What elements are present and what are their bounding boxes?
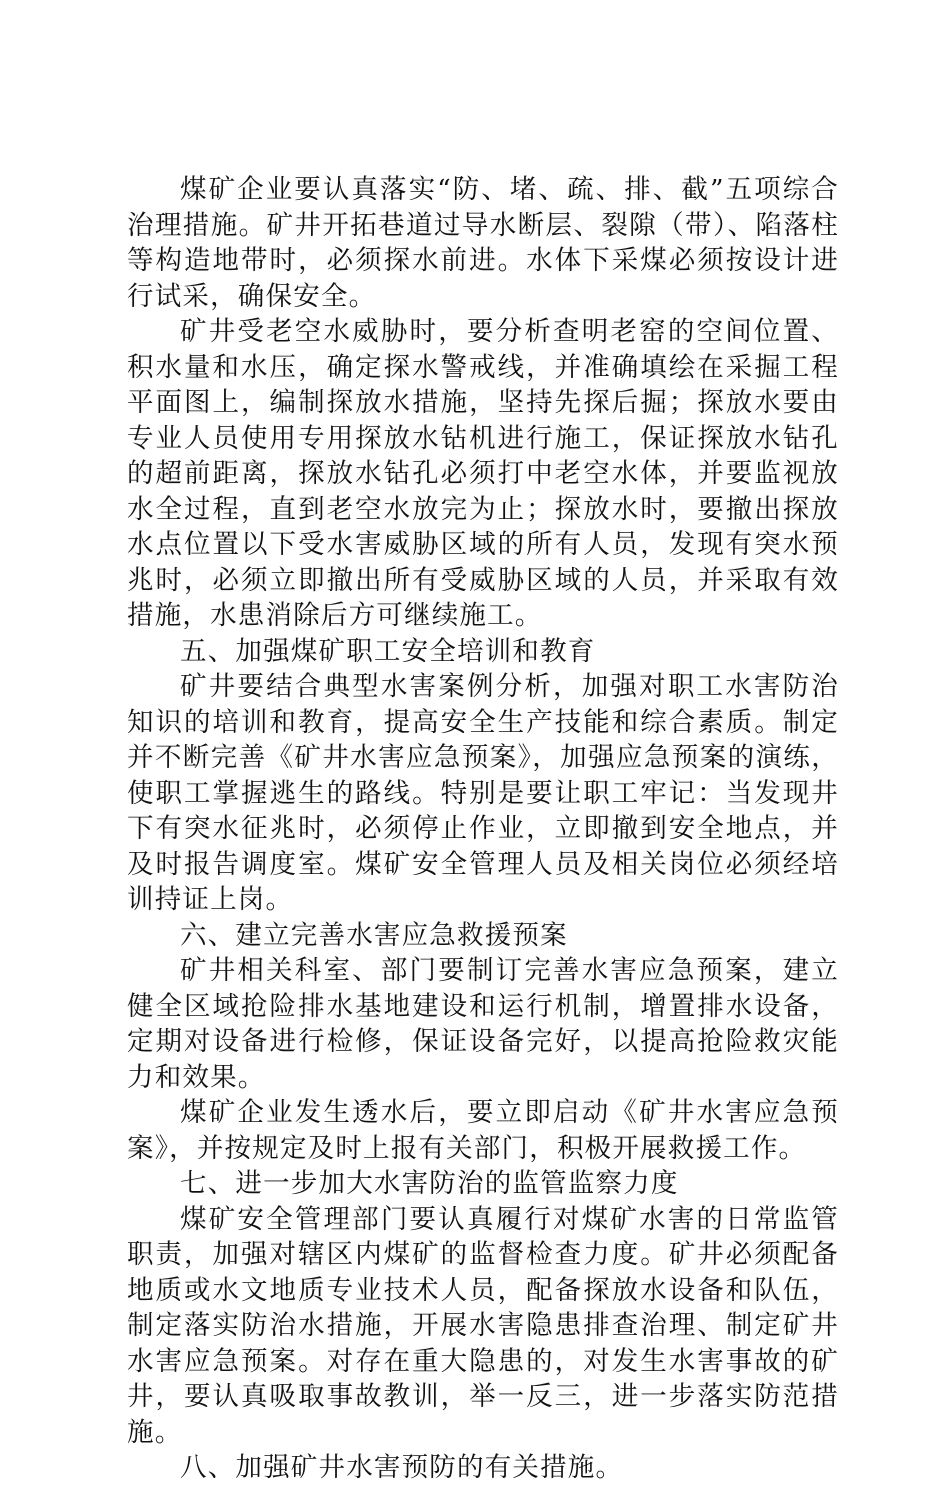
- document-body: [127, 172, 839, 1486]
- paragraph-old-goaf-water: 矿井受老空水威胁时，要分析查明老窑的空间位置、积水量和水压，确定探水警戒线，并准确填绘在采掘工程平面图上，编制探放水措施，坚持先探后掘；探放水要由专业人员使用专用探放水钻机进行施工，保证探放水钻孔的超前距离，探放水钻孔必须打中老空水体，并要监视放水全过程，直到老空水放完为止；探放水时，要撤出探放水点位置以下受水害威胁区域的所有人员，发现有突水预兆时，必须立即撤出所有受威胁区域的人员，并采取有效措施，水患消除后方可继续施工。: [127, 316, 839, 631]
- paragraph-supervision: 煤矿安全管理部门要认真履行对煤矿水害的日常监管职责，加强对辖区内煤矿的监督检查力度。矿井必须配备地质或水文地质专业技术人员，配备探放水设备和队伍，制定落实防治水措施，开展水害隐患排查治理、制定矿井水害应急预案。对存在重大隐患的，对发生水害事故的矿井，要认真吸取事故教训，举一反三，进一步落实防范措施。: [127, 1203, 839, 1448]
- section-heading-eight: 八、加强矿井水害预防的有关措施。: [180, 1452, 624, 1483]
- paragraph-comprehensive-measures: 煤矿企业要认真落实“防、堵、疏、排、截”五项综合治理措施。矿井开拓巷道过导水断层、裂隙（带）、陷落柱等构造地带时，必须探水前进。水体下采煤必须按设计进行试采，确保安全。: [127, 174, 839, 312]
- paragraph-emergency-plan: 矿井相关科室、部门要制订完善水害应急预案，建立健全区域抢险排水基地建设和运行机制，增置排水设备，定期对设备进行检修，保证设备完好，以提高抢险救灾能力和效果。: [127, 955, 839, 1093]
- paragraph-after-water-inrush: 煤矿企业发生透水后，要立即启动《矿井水害应急预案》，并按规定及时上报有关部门，积极开展救援工作。: [127, 1097, 839, 1164]
- section-heading-five: 五、加强煤矿职工安全培训和教育: [180, 635, 596, 667]
- section-heading-seven: 七、进一步加大水害防治的监管监察力度: [180, 1168, 679, 1199]
- section-heading-six: 六、建立完善水害应急救援预案: [180, 919, 568, 951]
- paragraph-training: 矿井要结合典型水害案例分析，加强对职工水害防治知识的培训和教育，提高安全生产技能和综合素质。制定并不断完善《矿井水害应急预案》，加强应急预案的演练，使职工掌握逃生的路线。特别是要让职工牢记：当发现井下有突水征兆时，必须停止作业，立即撤到安全地点，并及时报告调度室。煤矿安全管理人员及相关岗位必须经培训持证上岗。: [127, 671, 839, 915]
